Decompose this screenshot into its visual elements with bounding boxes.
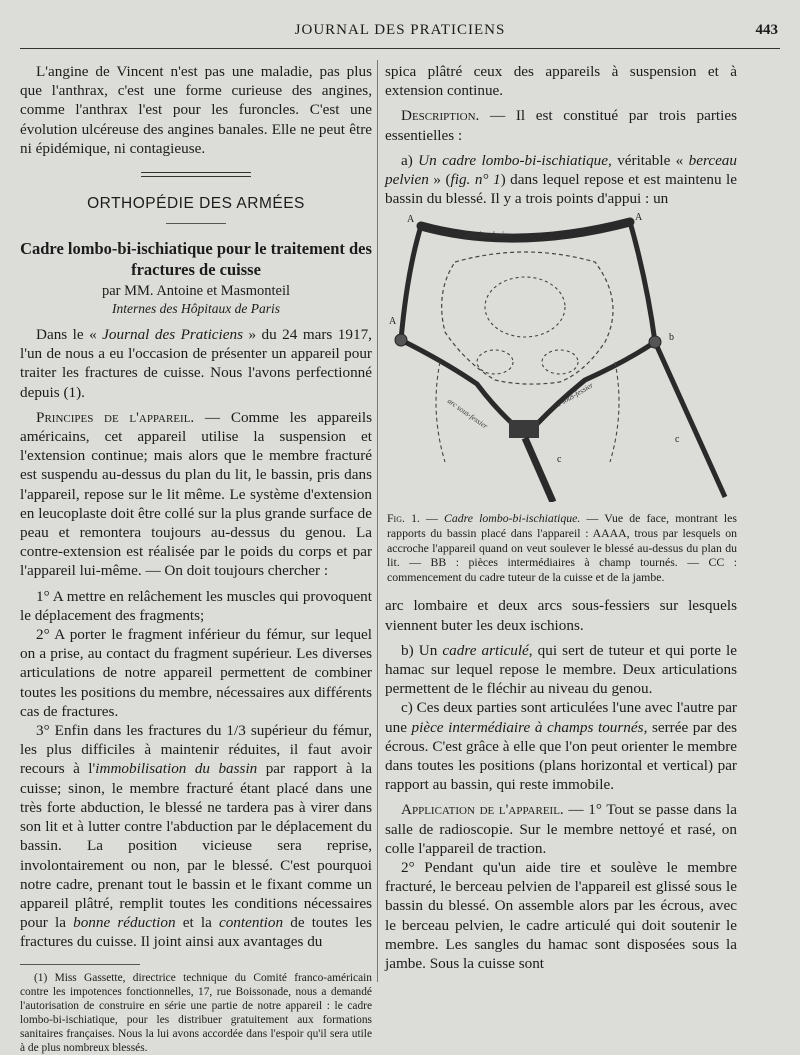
emphasis: cadre articulé <box>442 641 529 659</box>
left-column <box>20 62 372 1055</box>
principles-paragraph <box>20 408 372 581</box>
footnote-rule <box>20 964 140 965</box>
page-header <box>20 20 780 49</box>
text-span: — Il est constitué par trois parties essentielles : <box>385 107 737 144</box>
lumbar-arc <box>421 222 630 241</box>
emphasis: immobilisation du bassin <box>95 760 258 778</box>
text-span: , qui sert de tuteur et qui porte le hamac sur lequel repose le membre. Deux articulations permettent de le fléchir au niveau du genou. <box>385 641 737 698</box>
obturator-left <box>477 350 513 374</box>
bolt-left <box>395 334 407 346</box>
text-span: 3° Enfin dans les fractures du 1/3 supérieur du fémur, les plus difficiles à maintenir réduites, il faut avoir recours à l' <box>20 722 372 778</box>
figure-frame-illustration <box>385 212 737 502</box>
text-span: ) dans lequel repose et est maintenu le bassin du blessé. Il y a trois points d'appui : un <box>385 171 738 208</box>
after-figure-paragraph: arc lombaire et deux arcs sous-fessiers sur lesquels viennent buter les deux ischions. <box>385 597 737 634</box>
journal-name: Journal des Praticiens <box>102 326 243 344</box>
intermediate-piece <box>509 420 539 438</box>
text-span: — Comme les appareils américains, cet appareil utilise la suspension et l'extension continue; mais alors que le membre fracturé est suspendu au-dessus du plan du lit, le bassin, pris dans l'appareil, repose sur le lit même. Le système d'extension en leucoplaste doit être collé sur la plus grande surface de peau et remontera toujours au-dessus du genou. La contre-extension est réalisée par le poids du corps et par l'appareil lui-même. — On doit toujours chercher : <box>20 408 372 580</box>
sacrum-outline <box>485 277 565 337</box>
right-side-bar <box>630 222 655 342</box>
femur-right <box>610 362 619 462</box>
text-span: a) <box>401 151 419 169</box>
page-number: 443 <box>755 22 778 38</box>
footnote: (1) Miss Gassette, directrice technique du Comité franco-américain contre les impotences fonctionnelles, 17, rue Boissonade, nous a demandé l'autorisation de construire en série une partie de notre appareil : le cadre lombo-bi-ischiatique, pour les distribuer gratuitement aux formations sanitaires françaises. Nous la lui avons accordée dans l'espoir qu'il sera utile à de plus nombreux blessés. <box>20 971 372 1054</box>
label-b: b <box>669 332 674 344</box>
left-side-bar <box>401 226 421 340</box>
description-heading: Description. <box>401 107 480 125</box>
description-paragraph <box>385 106 737 144</box>
list-item-2: 2° A porter le fragment inférieur du fémur, sur lequel on a prise, au contact du fragment supérieur. Les diverses articulations de notre appareil permettent de combiner toutes les positions du membre, nécessaires aux différents cas de fractures. <box>20 626 372 720</box>
text-span: » du 24 mars 1917, l'un de nous a eu l'occasion de présenter un appareil pour traiter les fractures de cuisse. Nous l'avons perfectionné depuis (1). <box>20 326 372 401</box>
section-title: ORTHOPÉDIE DES ARMÉES <box>87 195 305 213</box>
emphasis: bonne réduction <box>73 914 176 932</box>
text-span: » ( <box>428 171 451 189</box>
title-rule <box>166 223 226 224</box>
label-a: A <box>389 316 397 328</box>
intro-article-paragraph <box>20 325 372 402</box>
label-c: c <box>557 454 562 466</box>
section-rule <box>141 172 251 177</box>
right-sub-gluteal-arc <box>535 342 655 426</box>
text-span: de toutes les fractures du cuisse. Il joint ainsi aux avantages du <box>20 914 373 951</box>
emphasis: Un cadre lombo-bi-ischiatique <box>418 151 609 169</box>
obturator-right <box>542 350 578 374</box>
figure-reference: fig. n° 1 <box>450 171 501 189</box>
emphasis: contention <box>218 914 284 932</box>
label-c: c <box>675 434 680 446</box>
running-title: JOURNAL DES PRATICIENS <box>294 22 506 38</box>
list-item-3 <box>20 721 372 951</box>
text-span: , véritable « <box>608 151 689 169</box>
emphasis: berceau pelvien <box>385 151 737 189</box>
text-span: c) Ces deux parties sont articulées l'une avec l'autre par une <box>385 699 737 736</box>
article-title: Cadre lombo-bi-ischiatique pour le traitement des fractures de cuisse <box>20 239 372 280</box>
text-span: — 1° Tout se passe dans la salle de radioscopie. Sur le membre nettoyé et rasé, on colle l'appareil de traction. <box>385 801 737 857</box>
bolt-right <box>649 336 661 348</box>
right-rod <box>655 342 725 497</box>
left-sub-gluteal-arc <box>401 340 515 426</box>
text-span: b) Un <box>401 641 443 659</box>
text-span: par rapport à la cuisse; sinon, le membre fracturé étant placé dans une très forte abduction, le blessé ne tardera pas à virer dans son lit et à lutter contre l'abduction par le déplacement du bassin. La position vicieuse sera reprise, involontairement ou non, par le blessé. C'est pourquoi notre cadre, prenant tout le bassin et le fixant comme un appareil plâtré, remplit toutes les conditions nécessaires pour la <box>20 760 372 932</box>
application-step-2: 2° Pendant qu'un aide tire et soulève le membre fracturé, le berceau pelvien de l'appareil est glissé sous le bassin du blessé. On assemble alors par les écrous, avec le berceau pelvien, le cadre articulé qui doit soutenir le membre. Les sangles du hamac sont disposées sous la jambe. Sous la cuisse sont <box>385 859 737 973</box>
figure-caption <box>385 511 737 584</box>
intro-paragraph: L'angine de Vincent n'est pas une maladie, pas plus que l'anthrax, c'est une forme curieuse des angines, comme l'anthrax l'est pour les furoncles. C'est une évolution ulcéreuse des angines banales. Elle ne peut être ni épidémique, ni contagieuse. <box>20 63 372 157</box>
part-c-paragraph <box>385 698 737 794</box>
text-span: et la <box>175 914 219 932</box>
text-span: , serrée par des écrous. C'est grâce à elle que l'on peut orienter le membre dans toutes les positions (plans horizontal et vertical) par rapport au bassin, qui reste immobile. <box>385 718 737 794</box>
affiliation: Internes des Hôpitaux de Paris <box>112 301 280 317</box>
text-span: — <box>419 511 444 526</box>
application-paragraph <box>385 800 737 858</box>
text-span: Dans le « <box>36 326 103 344</box>
application-heading: Application de l'appareil. <box>401 801 564 819</box>
label-sub-gluteal-right: arc sous-fessier <box>549 380 595 413</box>
label-a: A <box>635 212 643 224</box>
femur-left <box>436 362 445 462</box>
part-b-paragraph <box>385 641 737 699</box>
part-a-paragraph <box>385 151 737 209</box>
caption-title: Cadre lombo-bi-ischiatique. <box>443 511 581 526</box>
continued-paragraph: spica plâtré ceux des appareils à suspension et à extension continue. <box>385 63 737 100</box>
lower-rod <box>525 438 553 502</box>
emphasis: pièce intermédiaire à champs tournés <box>411 718 644 736</box>
right-column <box>385 62 737 973</box>
pelvis-outline <box>442 252 613 384</box>
column-divider <box>377 60 378 982</box>
list-item-1: 1° A mettre en relâchement les muscles qui provoquent le déplacement des fragments; <box>20 587 372 624</box>
label-sub-gluteal-left: arc sous-fessier <box>445 396 490 432</box>
text-span: — Vue de face, montrant les rapports du bassin placé dans l'appareil : AAAA, trous par lesquels on accroche l'appareil quand on veut soulever le blessé au-dessus du plan du lit. — BB : pièces intermédiaires à champ tournés. — CC : commencement du cadre tuteur de la cuisse et de la jambe. <box>387 511 738 584</box>
label-a: A <box>407 214 415 226</box>
principles-heading: Principes de l'appareil. <box>36 408 195 426</box>
label-lumbar: arc lombaire <box>465 230 512 241</box>
authors: par MM. Antoine et Masmonteil <box>101 283 291 300</box>
caption-label: Fig. 1. <box>387 511 420 526</box>
